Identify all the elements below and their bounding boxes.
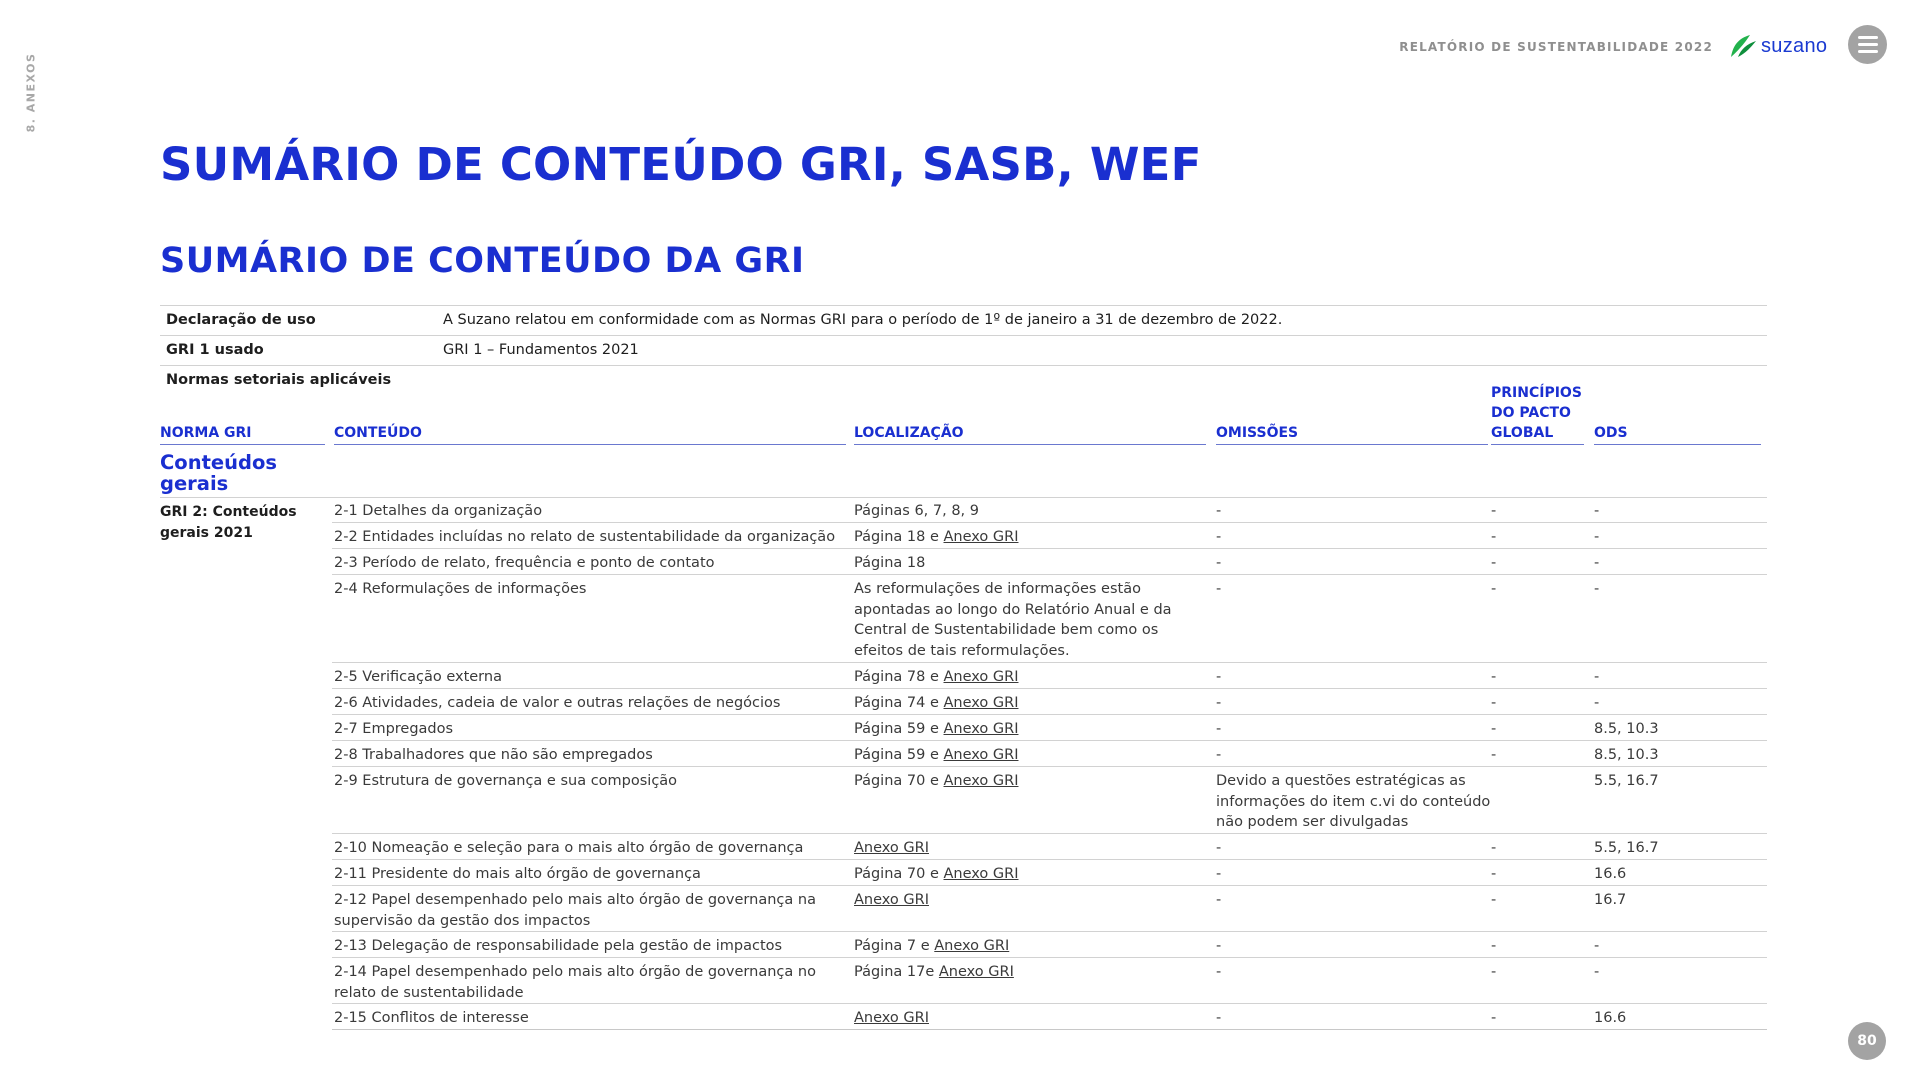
cell-ods: 16.6 (1594, 1010, 1627, 1026)
cell-conteudo: 2-13 Delegação de responsabilidade pela gestão de impactos (334, 938, 783, 954)
cell-principios: - (1491, 529, 1497, 545)
report-title: RELATÓRIO DE SUSTENTABILIDADE 2022 (1399, 40, 1713, 54)
section-title: SUMÁRIO DE CONTEÚDO DA GRI (160, 241, 805, 281)
location-text: Página 70 e (854, 773, 944, 789)
meta-row: GRI 1 usado GRI 1 – Fundamentos 2021 (160, 335, 1767, 365)
cell-conteudo: 2-8 Trabalhadores que não são empregados (334, 747, 653, 763)
cell-ods: - (1594, 669, 1600, 685)
cell-omissoes: - (1216, 938, 1222, 954)
anexo-gri-link[interactable]: Anexo GRI (934, 938, 1010, 954)
location-text: Página 59 e (854, 721, 944, 737)
cell-ods: 5.5, 16.7 (1594, 773, 1659, 789)
cell-conteudo: 2-5 Verificação externa (334, 669, 502, 685)
cell-principios: - (1491, 938, 1497, 954)
location-text: Página 59 e (854, 747, 944, 763)
anexo-gri-link[interactable]: Anexo GRI (854, 840, 929, 856)
suzano-logo[interactable] (1729, 32, 1827, 60)
cell-principios: - (1491, 669, 1497, 685)
location-text: Página 7 e (854, 938, 935, 954)
anexo-gri-link[interactable]: Anexo GRI (943, 669, 1019, 685)
gri-content-table (332, 497, 1767, 1030)
cell-ods: 5.5, 16.7 (1594, 840, 1659, 856)
location-text: Página 17e (854, 964, 939, 980)
table-row (332, 523, 1767, 549)
cell-localizacao (854, 890, 1209, 911)
table-row (332, 663, 1767, 689)
hamburger-icon (1858, 36, 1878, 39)
table-row (332, 958, 1767, 1004)
cell-omissoes: - (1216, 721, 1222, 737)
cell-omissoes: Devido a questões estratégicas as informações do item c.vi do conteúdo não podem ser divulgadas (1216, 773, 1491, 830)
logo-text: suzano (1761, 34, 1828, 57)
usage-declaration-table (160, 305, 1767, 395)
anexo-gri-link[interactable]: Anexo GRI (943, 695, 1019, 711)
group-title: Conteúdos gerais (160, 451, 277, 495)
cell-omissoes: - (1216, 669, 1222, 685)
table-row (332, 886, 1767, 932)
anexo-gri-link[interactable]: Anexo GRI (854, 1010, 929, 1026)
cell-conteudo: 2-9 Estrutura de governança e sua composição (334, 773, 678, 789)
location-text: Página 18 (854, 555, 926, 571)
anexo-gri-link[interactable]: Anexo GRI (943, 866, 1019, 882)
cell-conteudo: 2-3 Período de relato, frequência e ponto de contato (334, 555, 715, 571)
suzano-leaf-icon (1729, 33, 1757, 59)
cell-principios: - (1491, 581, 1497, 597)
anexo-gri-link[interactable]: Anexo GRI (938, 964, 1014, 980)
cell-localizacao (854, 864, 1209, 885)
cell-localizacao (854, 838, 1209, 859)
cell-localizacao (854, 936, 1209, 957)
cell-omissoes: - (1216, 581, 1222, 597)
column-header-conteudo: CONTEÚDO (334, 387, 846, 445)
cell-ods: - (1594, 964, 1600, 980)
cell-ods: 8.5, 10.3 (1594, 721, 1659, 737)
cell-localizacao (854, 579, 1209, 661)
cell-conteudo: 2-6 Atividades, cadeia de valor e outras relações de negócios (334, 695, 781, 711)
cell-conteudo: 2-11 Presidente do mais alto órgão de governança (334, 866, 701, 882)
anexo-gri-link[interactable]: Anexo GRI (943, 721, 1019, 737)
table-row (332, 767, 1767, 834)
table-row (332, 689, 1767, 715)
table-row (332, 860, 1767, 886)
side-section-label: 8. ANEXOS (24, 52, 38, 132)
table-row (332, 834, 1767, 860)
cell-localizacao (854, 553, 1209, 574)
table-row (332, 1004, 1767, 1030)
table-row (332, 715, 1767, 741)
cell-ods: - (1594, 503, 1600, 519)
cell-conteudo: 2-7 Empregados (334, 721, 454, 737)
location-text: Página 74 e (854, 695, 944, 711)
cell-omissoes: - (1216, 964, 1222, 980)
cell-principios: - (1491, 747, 1497, 763)
column-header-localizacao: LOCALIZAÇÃO (854, 387, 1206, 445)
table-row (332, 932, 1767, 958)
table-row (332, 575, 1767, 663)
anexo-gri-link[interactable]: Anexo GRI (943, 529, 1019, 545)
cell-ods: - (1594, 555, 1600, 571)
cell-principios: - (1491, 1010, 1497, 1026)
cell-principios: - (1491, 695, 1497, 711)
cell-localizacao (854, 1008, 1209, 1029)
column-header-ods: ODS (1594, 387, 1761, 445)
cell-conteudo: 2-4 Reformulações de informações (334, 581, 587, 597)
cell-omissoes: - (1216, 1010, 1222, 1026)
cell-conteudo: 2-2 Entidades incluídas no relato de sustentabilidade da organização (334, 529, 836, 545)
cell-localizacao (854, 667, 1209, 688)
cell-omissoes: - (1216, 503, 1222, 519)
column-header-principios: PRINCÍPIOS DO PACTO GLOBAL (1491, 387, 1584, 445)
cell-omissoes: - (1216, 529, 1222, 545)
cell-principios: - (1491, 892, 1497, 908)
cell-ods: - (1594, 529, 1600, 545)
page-number: 80 (1848, 1022, 1886, 1060)
cell-omissoes: - (1216, 747, 1222, 763)
location-text: Página 70 e (854, 866, 944, 882)
cell-principios: - (1491, 555, 1497, 571)
cell-localizacao (854, 962, 1209, 983)
cell-localizacao (854, 693, 1209, 714)
column-header-norma: NORMA GRI (160, 387, 325, 445)
cell-omissoes: - (1216, 866, 1222, 882)
cell-principios: - (1491, 964, 1497, 980)
cell-conteudo: 2-15 Conflitos de interesse (334, 1010, 529, 1026)
cell-localizacao (854, 527, 1209, 548)
cell-localizacao (854, 501, 1209, 522)
cell-omissoes: - (1216, 695, 1222, 711)
cell-localizacao (854, 745, 1209, 766)
cell-principios: - (1491, 840, 1497, 856)
cell-principios: - (1491, 721, 1497, 737)
location-text: As reformulações de informações estão apontadas ao longo do Relatório Anual e da Central de Sustentabilidade bem como os efeitos de tais reformulações. (854, 581, 1172, 659)
cell-conteudo: 2-1 Detalhes da organização (334, 503, 543, 519)
table-row (332, 549, 1767, 575)
cell-conteudo: 2-12 Papel desempenhado pelo mais alto órgão de governança na supervisão da gestão dos impactos (334, 892, 816, 929)
meta-row: Declaração de uso A Suzano relatou em conformidade com as Normas GRI para o período de 1º de janeiro a 31 de dezembro de 2022. (160, 305, 1767, 335)
cell-localizacao (854, 719, 1209, 740)
cell-ods: 16.6 (1594, 866, 1627, 882)
cell-ods: - (1594, 695, 1600, 711)
norma-gri-value: GRI 2: Conteúdos gerais 2021 (160, 504, 297, 541)
cell-ods: - (1594, 938, 1600, 954)
location-text: Página 18 e (854, 529, 944, 545)
cell-localizacao (854, 771, 1209, 792)
column-header-omissoes: OMISSÕES (1216, 387, 1488, 445)
table-row (332, 741, 1767, 767)
cell-omissoes: - (1216, 840, 1222, 856)
location-text: Páginas 6, 7, 8, 9 (854, 503, 980, 519)
cell-principios: - (1491, 866, 1497, 882)
cell-principios: - (1491, 503, 1497, 519)
table-row (332, 497, 1767, 523)
anexo-gri-link[interactable]: Anexo GRI (943, 747, 1019, 763)
cell-conteudo: 2-10 Nomeação e seleção para o mais alto órgão de governança (334, 840, 804, 856)
anexo-gri-link[interactable]: Anexo GRI (943, 773, 1019, 789)
anexo-gri-link[interactable]: Anexo GRI (854, 892, 929, 908)
meta-row: Normas setoriais aplicáveis (160, 365, 1767, 395)
cell-ods: 16.7 (1594, 892, 1627, 908)
cell-conteudo: 2-14 Papel desempenhado pelo mais alto órgão de governança no relato de sustentabilidade (334, 964, 816, 1001)
location-text: Página 78 e (854, 669, 944, 685)
cell-ods: 8.5, 10.3 (1594, 747, 1659, 763)
menu-button[interactable] (1848, 25, 1887, 64)
cell-omissoes: - (1216, 892, 1222, 908)
cell-ods: - (1594, 581, 1600, 597)
page-title: SUMÁRIO DE CONTEÚDO GRI, SASB, WEF (160, 138, 1202, 191)
cell-omissoes: - (1216, 555, 1222, 571)
